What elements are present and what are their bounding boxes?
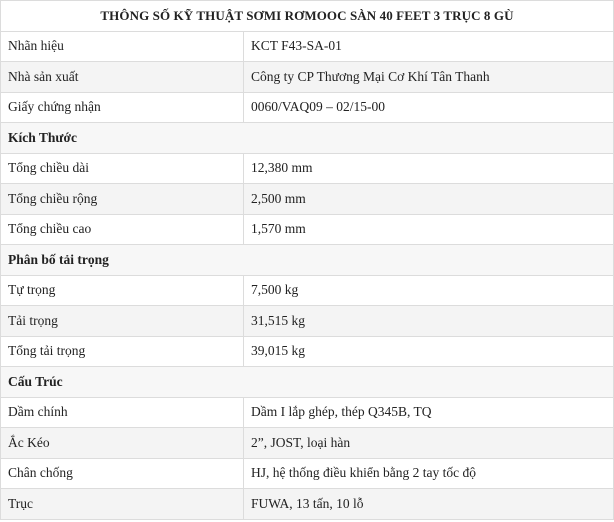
- spec-value: 12,380 mm: [244, 153, 614, 184]
- spec-value: Công ty CP Thương Mại Cơ Khí Tân Thanh: [244, 62, 614, 93]
- spec-label: Tự trọng: [1, 275, 244, 306]
- spec-value: 1,570 mm: [244, 214, 614, 245]
- table-title: THÔNG SỐ KỸ THUẬT SƠMI RƠMOOC SÀN 40 FEET 3 TRỤC 8 GÙ: [1, 1, 614, 32]
- spec-label: Nhà sản xuất: [1, 62, 244, 93]
- section-header-row: [1, 367, 614, 398]
- spec-value: 39,015 kg: [244, 336, 614, 367]
- table-row: [1, 428, 614, 459]
- spec-label: Tải trọng: [1, 306, 244, 337]
- section-header-row: [1, 245, 614, 276]
- spec-value: 7,500 kg: [244, 275, 614, 306]
- table-row: [1, 31, 614, 62]
- spec-label: Chân chống: [1, 458, 244, 489]
- table-row: [1, 184, 614, 215]
- section-header-row: [1, 123, 614, 154]
- table-row: [1, 153, 614, 184]
- spec-label: Trục: [1, 489, 244, 520]
- spec-label: Giấy chứng nhận: [1, 92, 244, 123]
- table-row: [1, 458, 614, 489]
- table-row: [1, 62, 614, 93]
- table-row: [1, 336, 614, 367]
- spec-label: Nhãn hiệu: [1, 31, 244, 62]
- section-heading: Kích Thước: [1, 123, 614, 154]
- spec-label: Ắc Kéo: [1, 428, 244, 459]
- spec-value: Dầm I lắp ghép, thép Q345B, TQ: [244, 397, 614, 428]
- table-row: [1, 397, 614, 428]
- spec-value: 31,515 kg: [244, 306, 614, 337]
- spec-value: 0060/VAQ09 – 02/15-00: [244, 92, 614, 123]
- spec-value: HJ, hệ thống điều khiển bằng 2 tay tốc độ: [244, 458, 614, 489]
- section-heading: Phân bố tải trọng: [1, 245, 614, 276]
- table-row: [1, 214, 614, 245]
- spec-value: FUWA, 13 tấn, 10 lỗ: [244, 489, 614, 520]
- table-row: [1, 306, 614, 337]
- table-row: [1, 92, 614, 123]
- table-title-row: [1, 1, 614, 32]
- spec-value: 2,500 mm: [244, 184, 614, 215]
- section-heading: Cấu Trúc: [1, 367, 614, 398]
- spec-label: Tổng chiều rộng: [1, 184, 244, 215]
- spec-label: Dầm chính: [1, 397, 244, 428]
- spec-label: Tổng chiều dài: [1, 153, 244, 184]
- spec-value: KCT F43-SA-01: [244, 31, 614, 62]
- spec-label: Tổng chiều cao: [1, 214, 244, 245]
- table-row: [1, 489, 614, 520]
- spec-value: 2”, JOST, loại hàn: [244, 428, 614, 459]
- table-row: [1, 275, 614, 306]
- spec-label: Tổng tải trọng: [1, 336, 244, 367]
